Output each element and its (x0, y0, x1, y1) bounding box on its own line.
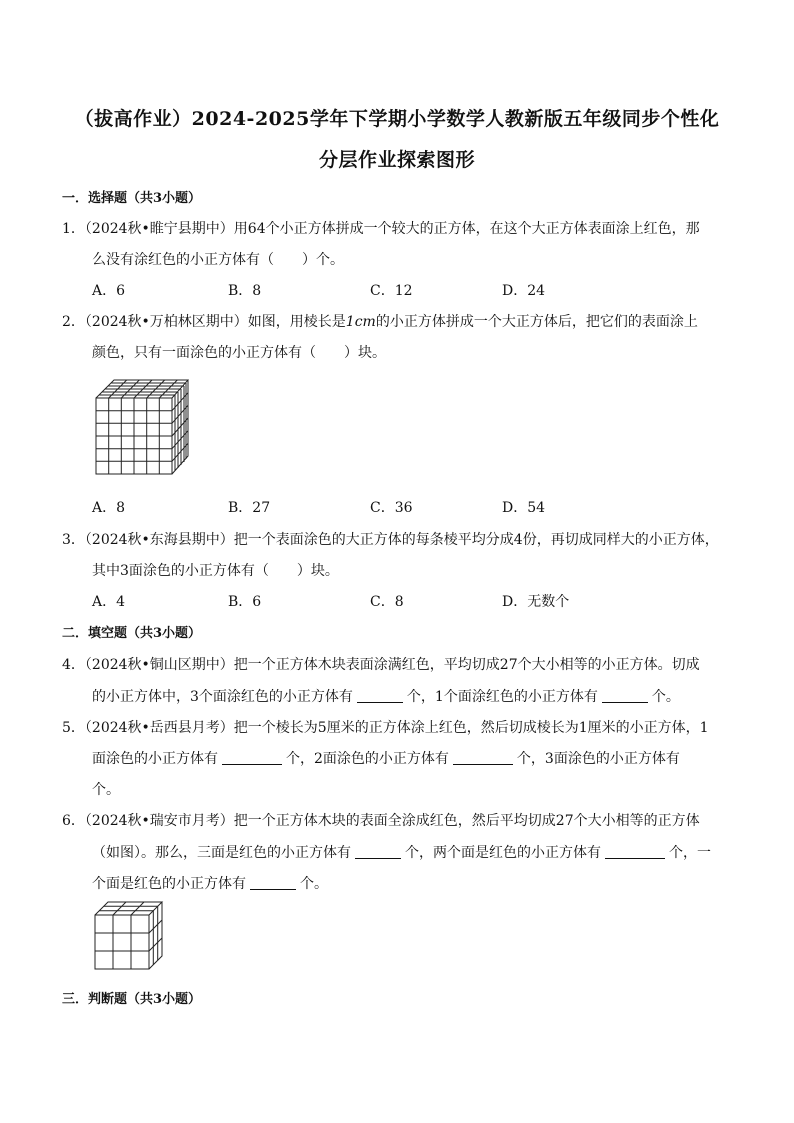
q6-text-e: 个。 (300, 876, 328, 892)
q6-blank-1[interactable] (355, 844, 401, 859)
cube-6x6-figure (94, 376, 190, 476)
q1-option-d: D．24 (502, 283, 546, 299)
q2-option-b: B．27 (228, 500, 271, 516)
q3-option-d: D．无数个 (502, 594, 570, 610)
q5-text-a: 面涂色的小正方体有 (92, 751, 218, 767)
q1-line-1: 1．（2024秋•睢宁县期中）用64个小正方体拼成一个较大的正方体，在这个大正方体表面涂上红色，那 (62, 221, 700, 237)
q5-text-b: 个，2面涂色的小正方体有 (286, 751, 449, 767)
q6-text-d: 个面是红色的小正方体有 (92, 876, 246, 892)
cube-3x3-figure (94, 900, 164, 972)
q1-option-b: B．8 (228, 283, 262, 299)
q2-option-a: A．8 (92, 500, 126, 516)
q5-blank-1[interactable] (222, 750, 282, 765)
q4-blank-1[interactable] (357, 688, 403, 703)
q4-text-c: 个。 (651, 689, 680, 705)
q2-option-d: D．54 (502, 500, 546, 516)
q5-text-c: 个，3面涂色的小正方体有 (516, 751, 680, 767)
q3-option-a: A．4 (92, 594, 126, 610)
q3-option-c: C．8 (370, 594, 404, 610)
q3-line-2: 其中3面涂色的小正方体有（ ）块。 (92, 563, 339, 579)
q4-blank-2[interactable] (602, 688, 648, 703)
page-title-line-1: （拔高作业）2024-2025学年下学期小学数学人教新版五年级同步个性化 (74, 108, 720, 130)
q6-line-2 (92, 842, 711, 862)
q3-option-b: B．6 (228, 594, 262, 610)
q5-line-2 (92, 748, 680, 768)
q4-text-a: 的小正方体中，3个面涂红色的小正方体有 (92, 689, 353, 705)
section-heading-choice: 一．选择题（共3小题） (62, 191, 202, 206)
q6-text-b: 个，两个面是红色的小正方体有 (405, 845, 601, 861)
section-heading-judge: 三．判断题（共3小题） (62, 992, 202, 1007)
q2-line-2: 颜色，只有一面涂色的小正方体有（ ）块。 (92, 345, 386, 361)
q2-line-1-b: 的小正方体拼成一个大正方体后，把它们的表面涂上 (375, 314, 698, 330)
q1-option-c: C．12 (370, 283, 413, 299)
q2-line-1 (62, 311, 698, 331)
q1-option-a: A．6 (92, 283, 126, 299)
q5-line-1: 5．（2024秋•岳西县月考）把一个棱长为5厘米的正方体涂上红色，然后切成棱长为1厘米的小正方体，1 (62, 720, 709, 736)
q2-line-1-a: 2．（2024秋•万柏林区期中）如图，用棱长是 (62, 314, 346, 330)
q6-line-3 (92, 873, 328, 893)
q2-option-c: C．36 (370, 500, 413, 516)
q4-line-1: 4．（2024秋•铜山区期中）把一个正方体木块表面涂满红色，平均切成27个大小相等的小正方体。切成 (62, 657, 700, 673)
q1-line-2: 么没有涂红色的小正方体有（ ）个。 (92, 252, 344, 268)
q5-line-3: 个。 (92, 782, 120, 798)
q4-line-2 (92, 686, 680, 706)
q3-line-1: 3．（2024秋•东海县期中）把一个表面涂色的大正方体的每条棱平均分成4份，再切成同样大的小正方体， (62, 532, 719, 548)
q5-blank-2[interactable] (453, 750, 513, 765)
q4-text-b: 个，1个面涂红色的小正方体有 (406, 689, 598, 705)
q6-line-1: 6．（2024秋•瑞安市月考）把一个正方体木块的表面全涂成红色，然后平均切成27个大小相等的正方体 (62, 813, 700, 829)
q6-blank-3[interactable] (250, 875, 296, 890)
q6-text-c: 个，一 (669, 845, 711, 861)
page-title-line-2: 分层作业探索图形 (318, 149, 475, 171)
q2-unit: 1cm (345, 314, 376, 330)
section-heading-fill: 二．填空题（共3小题） (62, 626, 202, 641)
q6-blank-2[interactable] (605, 844, 665, 859)
q6-text-a: （如图）。那么，三面是红色的小正方体有 (92, 845, 351, 861)
